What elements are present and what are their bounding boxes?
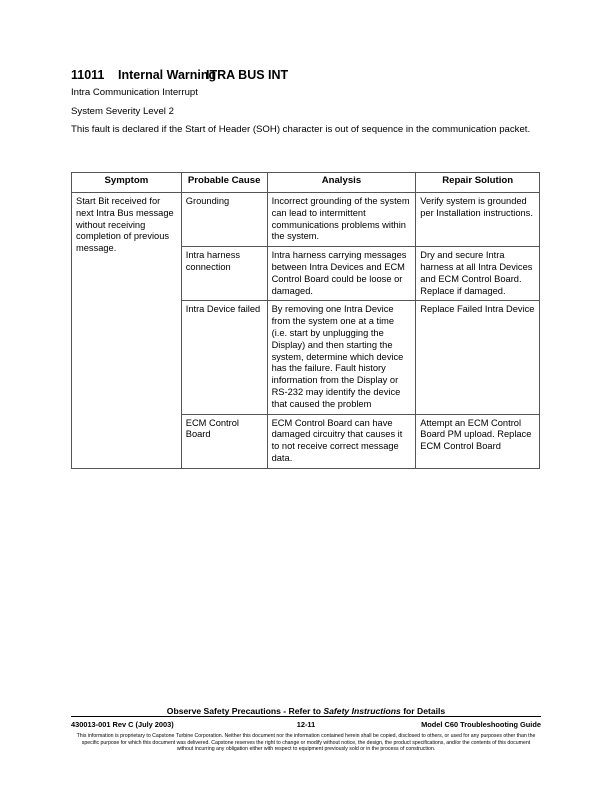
header-repair-solution: Repair Solution [416, 173, 540, 193]
cause-cell: ECM Control Board [181, 414, 267, 468]
fault-code: 11011 [71, 68, 105, 82]
document-number: 430013-001 Rev C (July 2003) [71, 720, 174, 729]
cause-cell: Intra Device failed [181, 301, 267, 414]
cause-cell: Intra harness connection [181, 247, 267, 301]
table-row [72, 193, 540, 247]
fault-type: Internal Warning [118, 68, 217, 82]
repair-cell: Replace Failed Intra Device [416, 301, 540, 414]
cause-cell: Grounding [181, 193, 267, 247]
analysis-cell: Intra harness carrying messages between Intra Devices and ECM Control Board could be loose or damaged. [267, 247, 416, 301]
guide-title: Model C60 Troubleshooting Guide [421, 720, 541, 729]
table-header-row [72, 173, 540, 193]
repair-cell: Verify system is grounded per Installation instructions. [416, 193, 540, 247]
analysis-cell: By removing one Intra Device from the system one at a time (i.e. start by unplugging the Display) and then starting the system, determine which device has the failure. Fault history information from the Display or RS-232 may identify the device that caused the problem [267, 301, 416, 414]
repair-cell: Attempt an ECM Control Board PM upload. Replace ECM Control Board [416, 414, 540, 468]
fault-name: ITRA BUS INT [206, 68, 289, 82]
header-analysis: Analysis [267, 173, 416, 193]
safety-notice [0, 706, 612, 716]
analysis-cell: ECM Control Board can have damaged circuitry that causes it to not receive correct message data. [267, 414, 416, 468]
header-symptom: Symptom [72, 173, 182, 193]
troubleshooting-table [71, 172, 540, 469]
header-probable-cause: Probable Cause [181, 173, 267, 193]
page-number: 12-11 [296, 720, 316, 729]
repair-cell: Dry and secure Intra harness at all Intra Devices and ECM Control Board. Replace if damaged. [416, 247, 540, 301]
symptom-cell: Start Bit received for next Intra Bus message without receiving completion of previous message. [72, 193, 182, 469]
fault-subtitle: Intra Communication Interrupt [71, 87, 198, 98]
safety-notice-suffix: for Details [403, 706, 446, 716]
analysis-cell: Incorrect grounding of the system can lead to intermittent communications problems within the system. [267, 193, 416, 247]
severity-level: System Severity Level 2 [71, 106, 174, 117]
safety-instructions-ref: Safety Instructions [323, 706, 401, 716]
proprietary-notice: This information is proprietary to Capstone Turbine Corporation. Neither this document nor the information contained herein shall be copied, disclosed to others, or used for any purposes other than the specific purpose for which this document was delivered. Capstone reserves the right to change or modify without notice, the design, the product specifications, and/or the contents of this document without incurring any obligation either with respect to equipment previously sold or in the process of construction. [76, 733, 536, 753]
safety-notice-prefix: Observe Safety Precautions - Refer to [166, 706, 322, 716]
footer-divider [71, 716, 541, 717]
fault-description: This fault is declared if the Start of Header (SOH) character is out of sequence in the communication packet. [71, 124, 531, 135]
fault-heading [71, 68, 288, 82]
